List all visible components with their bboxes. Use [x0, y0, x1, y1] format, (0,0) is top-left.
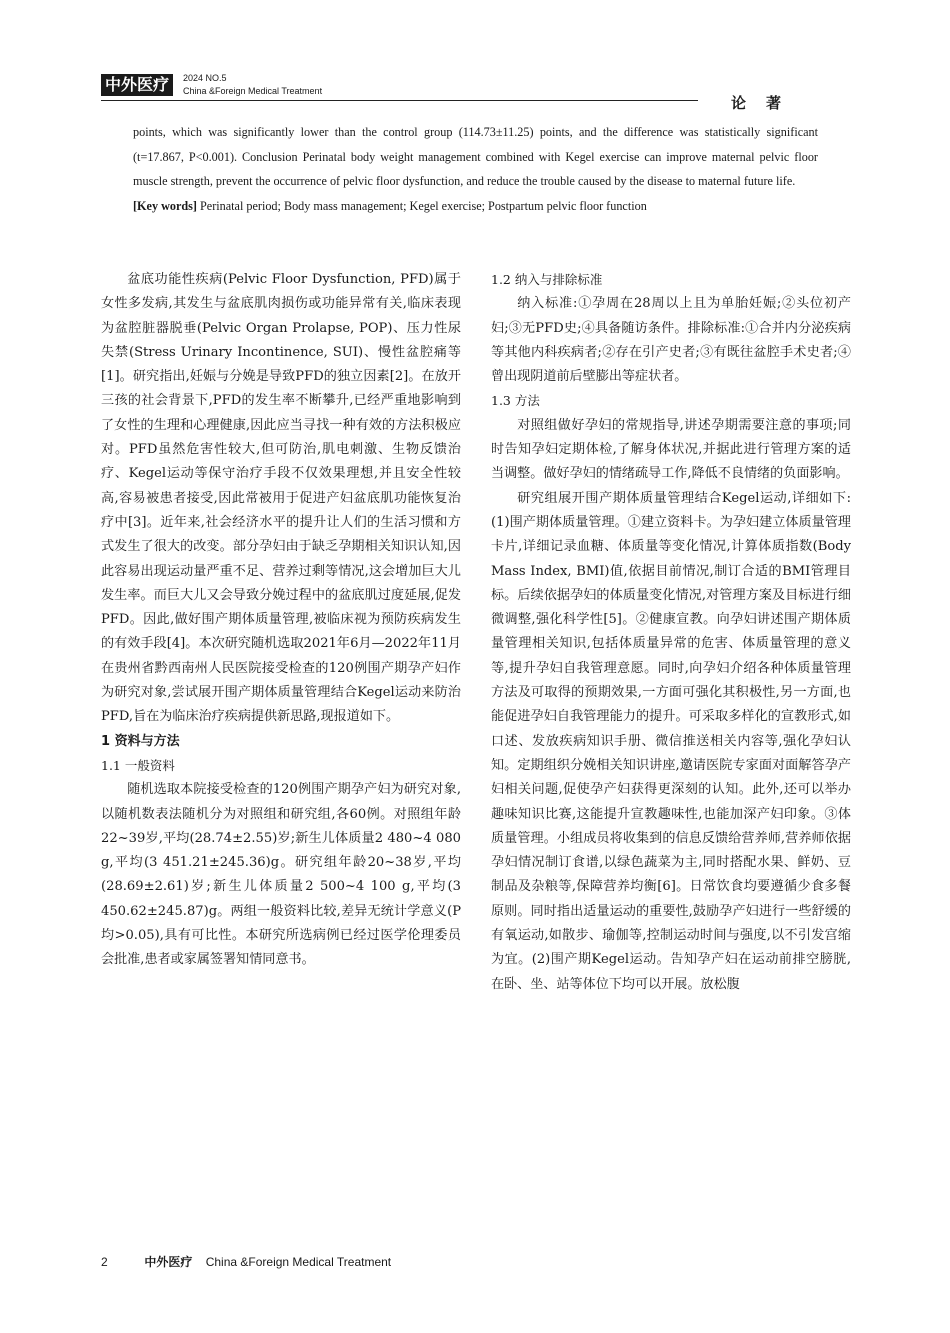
- general-data-paragraph: 随机选取本院接受检查的120例围产期孕产妇为研究对象,以随机数表法随机分为对照组和研究组,各60例。对照组年龄22~39岁,平均(28.74±2.55)岁;新生儿体质量2 480~4 080 g,平均(3 451.21±245.36)g。研究组年龄20~38岁,平均(28.69±2.61)岁;新生儿体质量2 500~4 100 g,平均(3 450.62±245.87)g。两组一般资料比较,差异无统计学意义(P均>0.05),具有可比性。本研究所选病例已经过医学伦理委员会批准,患者或家属签署知情同意书。: [101, 782, 461, 968]
- section-label: 论著: [731, 94, 802, 112]
- journal-logo: 中外医疗: [101, 74, 173, 96]
- page-number: 2: [101, 1255, 108, 1269]
- page-footer: [101, 1253, 391, 1270]
- subsection-heading-1-2: 1.2 纳入与排除标准: [491, 272, 603, 287]
- left-column: [101, 268, 461, 973]
- section-heading-1: 1 资料与方法: [101, 733, 180, 749]
- keywords-label: [Key words]: [133, 198, 197, 213]
- page-header: [101, 70, 821, 110]
- abstract-tail: points, which was significantly lower than the control group (114.73±11.25) points, and the difference was statistically significant (t=17.867, P<0.001). Conclusion Perinatal body weight management combined with Kegel exercise can improve maternal pelvic floor muscle strength, prevent the occurrence of pelvic floor dysfunction, and reduce the trouble caused by the disease to maternal future life.: [133, 125, 818, 188]
- footer-journal-cn: 中外医疗: [144, 1255, 193, 1269]
- keywords-text: Perinatal period; Body mass management; Kegel exercise; Postpartum pelvic floor function: [200, 198, 647, 213]
- control-method-paragraph: 对照组做好孕妇的常规指导,讲述孕期需要注意的事项;同时告知孕妇定期体检,了解身体状况,并据此进行管理方案的适当调整。做好孕妇的情绪疏导工作,降低不良情绪的负面影响。: [491, 417, 851, 482]
- issue-number: 2024 NO.5: [183, 73, 227, 83]
- header-rule: [101, 100, 698, 101]
- right-column: [491, 268, 851, 997]
- study-method-paragraph: 研究组展开围产期体质量管理结合Kegel运动,详细如下:(1)围产期体质量管理。①建立资料卡。为孕妇建立体质量管理卡片,详细记录血糖、体质量等变化情况,计算体质指数(Body Mass Index, BMI)值,依据目前情况,制订合适的BMI管理目标。后续依据孕妇的体质量变化情况,对管理方案及目标进行细微调整,强化科学性[5]。②健康宣教。向孕妇讲述围产期体质量管理相关知识,包括体质量异常的危害、体质量管理的意义等,提升孕妇自我管理意愿。同时,向孕妇介绍各种体质量管理方法及可取得的预期效果,一方面可强化其积极性,另一方面,也能促进孕妇自我管理能力的提升。可采取多样化的宣教形式,如口述、发放疾病知识手册、微信推送相关内容等,强化孕妇认知。定期组织分娩相关知识讲座,邀请医院专家面对面解答孕产妇相关问题,促使孕产妇获得更深刻的认知。此外,还可以举办趣味知识比赛,这能提升宣教趣味性,也能加深产妇印象。③体质量管理。小组成员将收集到的信息反馈给营养师,营养师依据孕妇情况制订食谱,以绿色蔬菜为主,同时搭配水果、鲜奶、豆制品及杂粮等,保障营养均衡[6]。日常饮食均要遵循少食多餐原则。同时指出适量运动的重要性,鼓励孕产妇进行一些舒缓的有氧运动,如散步、瑜伽等,控制运动时间与强度,以不引发宫缩为宜。(2)围产期Kegel运动。告知孕产妇在运动前排空膀胱,在卧、坐、站等体位下均可以开展。放松腹: [491, 490, 851, 992]
- intro-paragraph: 盆底功能性疾病(Pelvic Floor Dysfunction, PFD)属于女性多发病,其发生与盆底肌肉损伤或功能异常有关,临床表现为盆腔脏器脱垂(Pelvic Organ Prolapse, POP)、压力性尿失禁(Stress Urinary Incontinence, SUI)、慢性盆腔痛等[1]。研究指出,妊娠与分娩是导致PFD的独立因素[2]。在放开三孩的社会背景下,PFD的发生率不断攀升,已经严重地影响到了女性的生理和心理健康,因此应当寻找一种有效的方法积极应对。PFD虽然危害性较大,但可防治,肌电刺激、生物反馈治疗、Kegel运动等保守治疗手段不仅效果理想,并且安全性较高,容易被患者接受,因此常被用于促进产妇盆底肌功能恢复治疗中[3]。近年来,社会经济水平的提升让人们的生活习惯和方式发生了很大的改变。部分孕妇由于缺乏孕期相关知识认知,因此容易出现运动量严重不足、营养过剩等情况,这会增加巨大儿发生率。而巨大儿又会导致分娩过程中的盆底肌过度延展,促发PFD。因此,做好围产期体质量管理,被临床视为预防疾病发生的有效手段[4]。本次研究随机选取2021年6月—2022年11月在贵州省黔西南州人民医院接受检查的120例围产期孕产妇作为研究对象,尝试展开围产期体质量管理结合Kegel运动来防治PFD,旨在为临床治疗疾病提供新思路,现报道如下。: [101, 272, 461, 725]
- criteria-paragraph: 纳入标准:①孕周在28周以上且为单胎妊娠;②头位初产妇;③无PFD史;④具备随访条件。排除标准:①合并内分泌疾病等其他内科疾病者;②存在引产史者;③有既往盆腔手术史者;④曾出现阴道前后壁膨出等症状者。: [491, 296, 851, 385]
- keywords: [133, 194, 818, 219]
- subsection-heading-1-1: 1.1 一般资料: [101, 757, 175, 773]
- journal-name-en: China &Foreign Medical Treatment: [183, 86, 323, 96]
- subsection-heading-1-3: 1.3 方法: [491, 393, 540, 409]
- footer-journal-en: China &Foreign Medical Treatment: [205, 1255, 392, 1269]
- abstract: [133, 120, 818, 218]
